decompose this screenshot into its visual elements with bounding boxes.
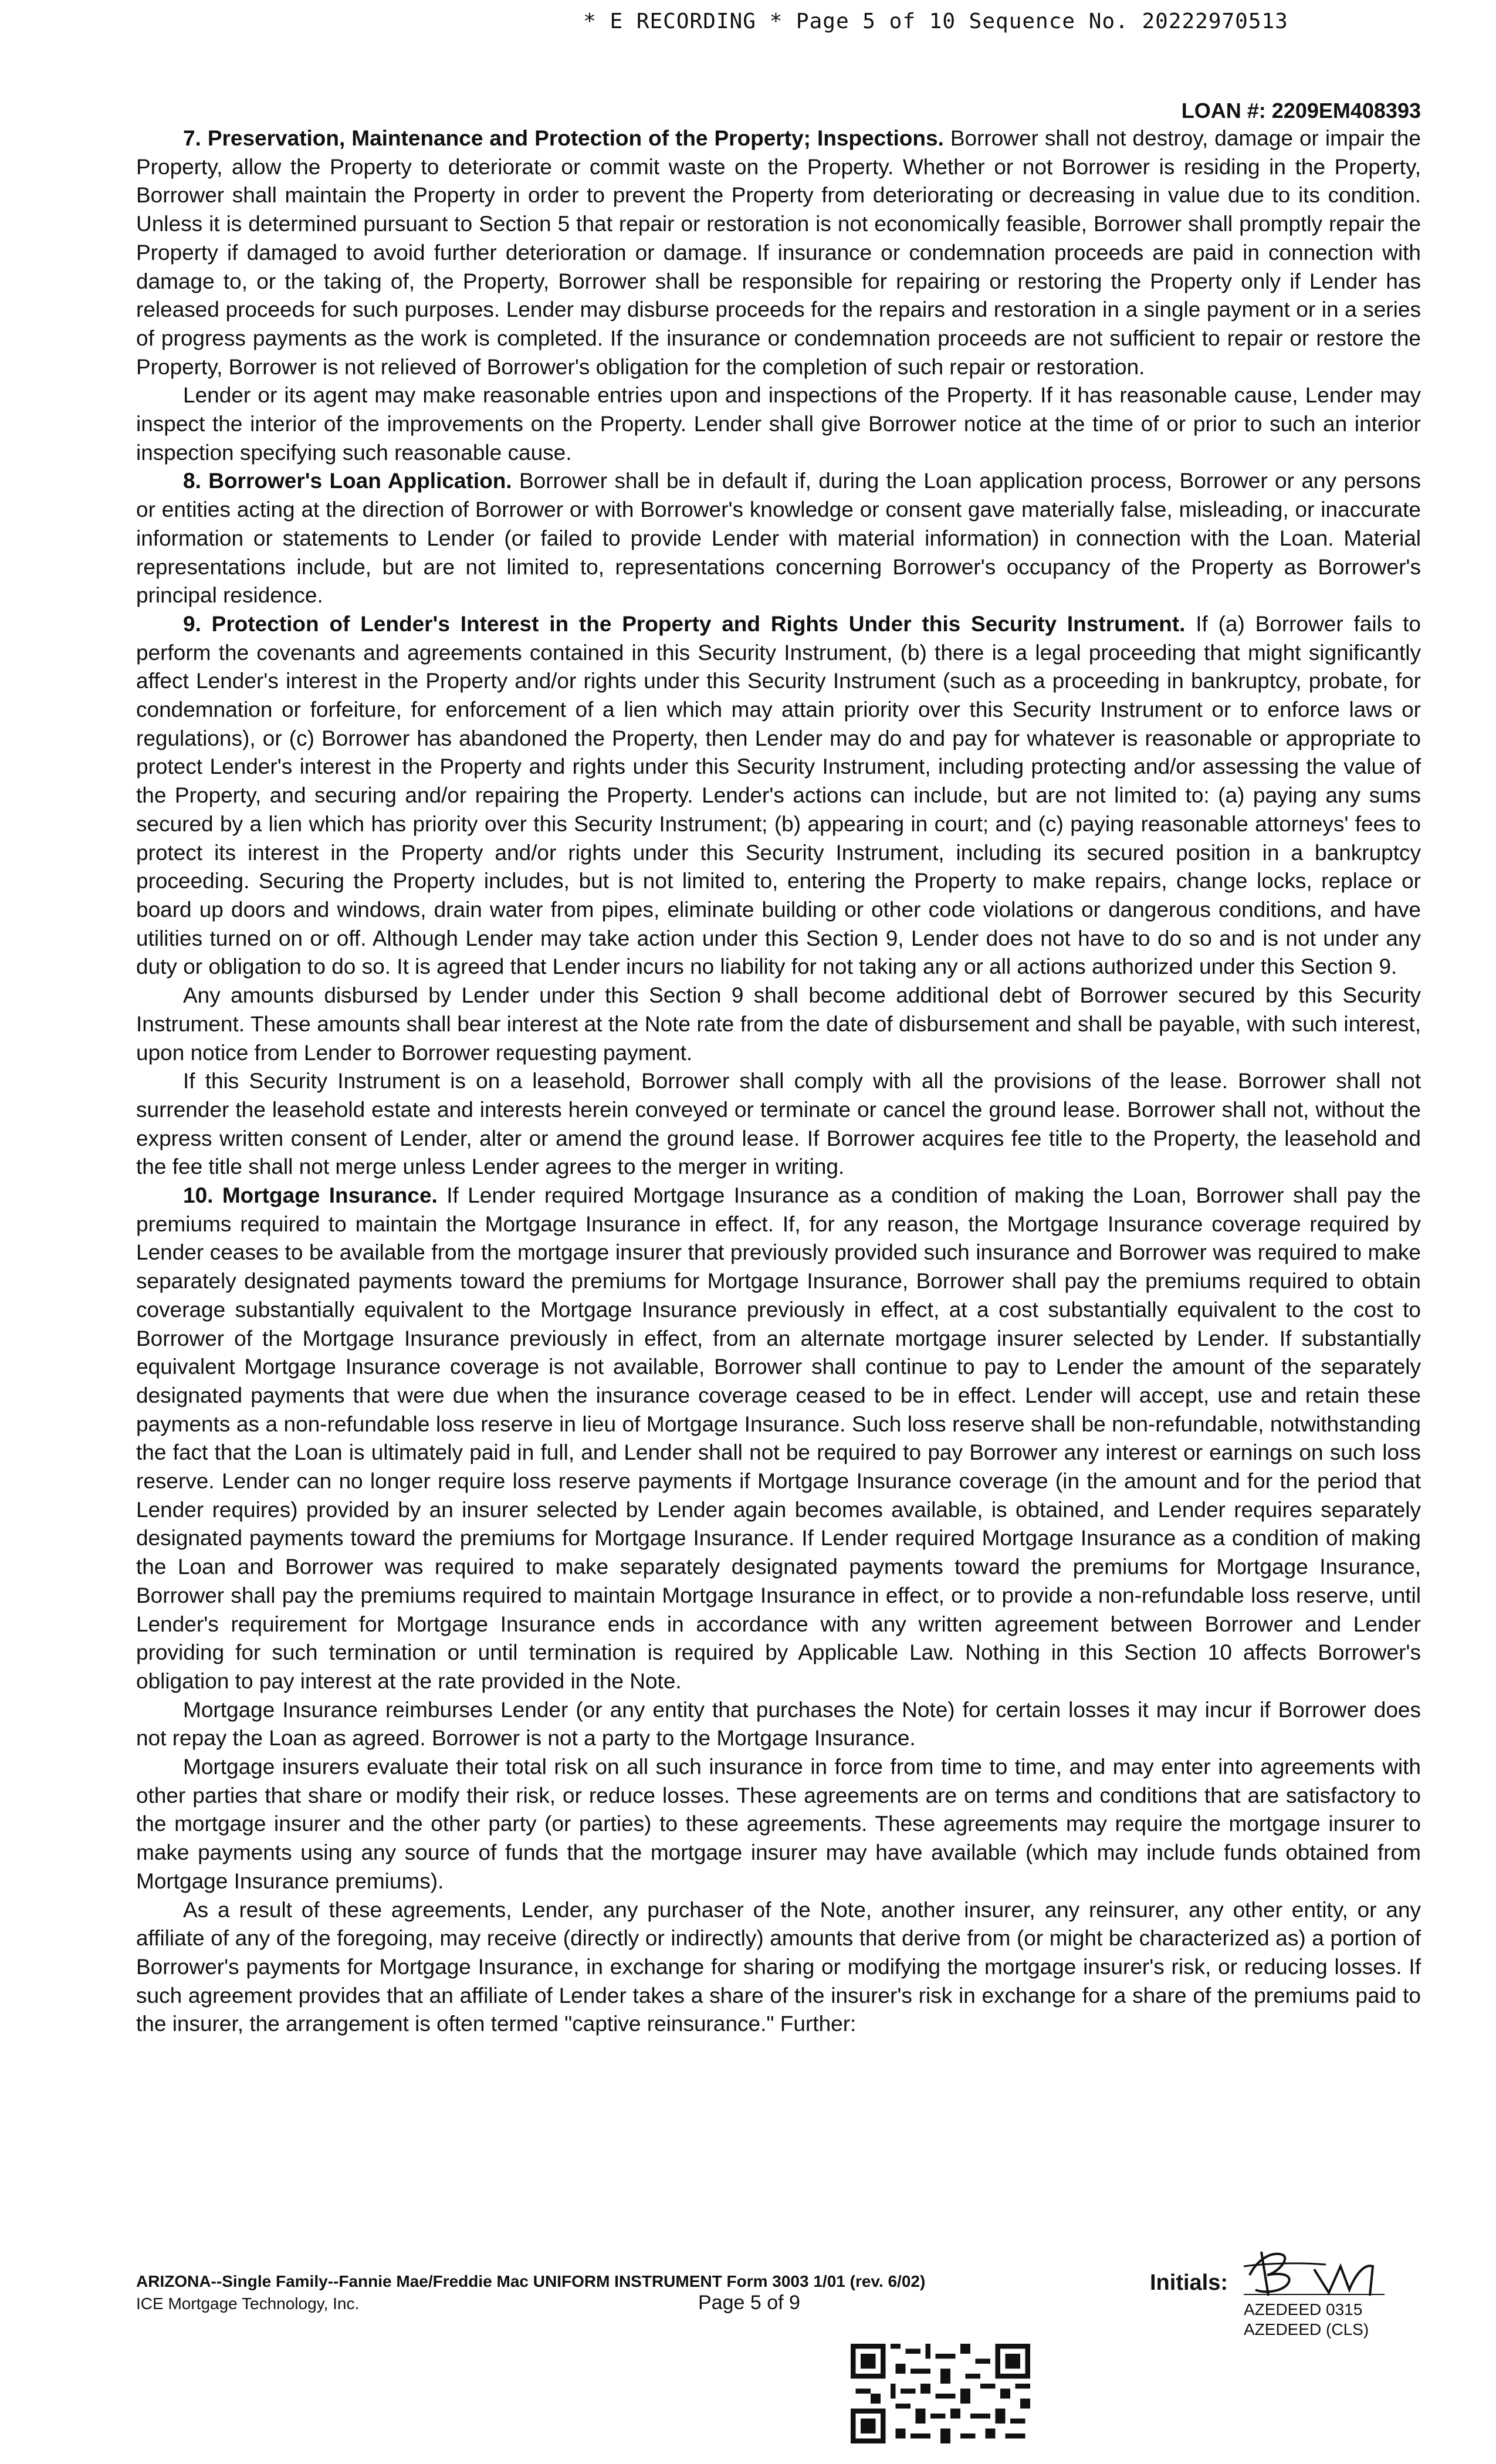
initials-label: Initials: bbox=[1150, 2270, 1228, 2295]
section-7-paragraph-2: Lender or its agent may make reasonable entries upon and inspections of the Property. If it has reasonable cause, Lender may inspect the interior of the improvements on the Property. Lender shall give Borrower notice at the time of or prior to such an interior inspection specifying such reasonable cause. bbox=[136, 383, 1421, 465]
footer-vendor: ICE Mortgage Technology, Inc. bbox=[136, 2294, 360, 2313]
section-7-heading: 7. Preservation, Maintenance and Protection of the Property; Inspections. bbox=[183, 126, 944, 150]
footer-page-number: Page 5 of 9 bbox=[698, 2292, 800, 2314]
form-code bbox=[1244, 2300, 1369, 2340]
section-8-text: Borrower shall be in default if, during the Loan application process, Borrower or any persons or entities acting at the direction of Borrower or with Borrower's knowledge or consent gave materially false, misleading, or inaccurate information or statements to Lender (or failed to provide Lender with material information) in connection with the Loan. Material representations include, but are not limited to, representations concerning Borrower's occupancy of the Property as Borrower's principal residence. bbox=[136, 469, 1421, 608]
document-body bbox=[136, 124, 1421, 2039]
section-10-heading: 10. Mortgage Insurance. bbox=[183, 1183, 438, 1208]
section-10-paragraph bbox=[136, 1182, 1421, 1696]
section-10-text: If Lender required Mortgage Insurance as a condition of making the Loan, Borrower shall pay the premiums required to maintain the Mortgage Insurance in effect. If, for any reason, the Mortgage Insurance coverage required by Lender ceases to be available from the mortgage insurer that previously provided such insurance and Borrower was required to make separately designated payments toward the premiums for Mortgage Insurance, Borrower shall pay the premiums required to obtain coverage substantially equivalent to the Mortgage Insurance previously in effect, at a cost substantially equivalent to the cost to Borrower of the Mortgage Insurance previously in effect, from an alternate mortgage insurer selected by Lender. If substantially equivalent Mortgage Insurance coverage is not available, Borrower shall continue to pay to Lender the amount of the separately designated payments that were due when the insurance coverage ceased to be in effect. Lender will accept, use and retain these payments as a non-refundable loss reserve in lieu of Mortgage Insurance. Such loss reserve shall be non-refundable, notwithstanding the fact that the Loan is ultimately paid in full, and Lender shall not be required to pay Borrower any interest or earnings on such loss reserve. Lender can no longer require loss reserve payments if Mortgage Insurance coverage (in the amount and for the period that Lender requires) provided by an insurer selected by Lender again becomes available, is obtained, and Lender requires separately designated payments toward the premiums for Mortgage Insurance. If Lender required Mortgage Insurance as a condition of making the Loan and Borrower was required to make separately designated payments toward the premiums for Mortgage Insurance, Borrower shall pay the premiums required to maintain Mortgage Insurance in effect, or to provide a non-refundable loss reserve, until Lender's requirement for Mortgage Insurance ends in accordance with any written agreement between Borrower and Lender providing for such termination or until termination is required by Applicable Law. Nothing in this Section 10 affects Borrower's obligation to pay interest at the rate provided in the Note. bbox=[136, 1183, 1421, 1693]
section-7-paragraph bbox=[136, 124, 1421, 381]
section-10-paragraph-3: Mortgage insurers evaluate their total risk on all such insurance in force from time to time, and may enter into agreements with other parties that share or modify their risk, or reduce losses. These agreements are on terms and conditions that are satisfactory to the mortgage insurer and the other party (or parties) to these agreements. These agreements may require the mortgage insurer to make payments using any source of funds that the mortgage insurer may have available (which may include funds obtained from Mortgage Insurance premiums). bbox=[136, 1755, 1421, 1893]
recording-header bbox=[0, 9, 1496, 33]
section-10-paragraph-4: As a result of these agreements, Lender, any purchaser of the Note, another insurer, any reinsurer, any other entity, or any affiliate of any of the foregoing, may receive (directly or indirectly) amounts that derive from (or might be characterized as) a portion of Borrower's payments for Mortgage Insurance, in exchange for sharing or modifying the mortgage insurer's risk, or reducing losses. If such agreement provides that an affiliate of Lender takes a share of the insurer's risk in exchange for a share of the premiums paid to the insurer, the arrangement is often termed "captive reinsurance." Further: bbox=[136, 1897, 1421, 2036]
loan-number: LOAN #: 2209EM408393 bbox=[1181, 99, 1421, 123]
footer-form-info bbox=[136, 2270, 925, 2315]
section-9-heading: 9. Protection of Lender's Interest in the Property and Rights Under this Security Instrument. bbox=[183, 611, 1186, 636]
recording-header-text: * E RECORDING * Page 5 of 10 Sequence No. 20222970513 bbox=[583, 9, 1288, 33]
barcode-qr bbox=[851, 2344, 1030, 2443]
form-code-1: AZEDEED 0315 bbox=[1244, 2300, 1363, 2319]
section-10-paragraph-2: Mortgage Insurance reimburses Lender (or any entity that purchases the Note) for certain losses it may incur if Borrower does not repay the Loan as agreed. Borrower is not a party to the Mortgage Insurance. bbox=[136, 1697, 1421, 1751]
initials-line bbox=[1244, 2294, 1385, 2295]
initials-block bbox=[1150, 2253, 1414, 2353]
section-8-paragraph bbox=[136, 467, 1421, 610]
footer-form-line: ARIZONA--Single Family--Fannie Mae/Freddie Mac UNIFORM INSTRUMENT Form 3003 1/01 (rev. 6/02) bbox=[136, 2272, 926, 2290]
section-9-paragraph-2: Any amounts disbursed by Lender under this Section 9 shall become additional debt of Borrower secured by this Security Instrument. These amounts shall bear interest at the Note rate from the date of disbursement and shall be payable, with such interest, upon notice from Lender to Borrower requesting payment. bbox=[136, 983, 1421, 1065]
section-9-paragraph bbox=[136, 610, 1421, 981]
section-9-text: If (a) Borrower fails to perform the covenants and agreements contained in this Security Instrument, (b) there is a legal proceeding that might significantly affect Lender's interest in the Property and/or rights under this Security Instrument (such as a proceeding in bankruptcy, probate, for condemnation or forfeiture, for enforcement of a lien which may attain priority over this Security Instrument or to enforce laws or regulations), or (c) Borrower has abandoned the Property, then Lender may do and pay for whatever is reasonable or appropriate to protect Lender's interest in the Property and rights under this Security Instrument, including protecting and/or assessing the value of the Property, and securing and/or repairing the Property. Lender's actions can include, but are not limited to: (a) paying any sums secured by a lien which has priority over this Security Instrument; (b) appearing in court; and (c) paying reasonable attorneys' fees to protect its interest in the Property and/or rights under this Security Instrument, including its secured position in a bankruptcy proceeding. Securing the Property includes, but is not limited to, entering the Property to make repairs, change locks, replace or board up doors and windows, drain water from pipes, eliminate building or other code violations or dangerous conditions, and have utilities turned on or off. Although Lender may take action under this Section 9, Lender does not have to do so and is not under any duty or obligation to do so. It is agreed that Lender incurs no liability for not taking any or all actions authorized under this Section 9. bbox=[136, 611, 1421, 979]
section-7-text: Borrower shall not destroy, damage or impair the Property, allow the Property to deteriorate or commit waste on the Property. Whether or not Borrower is residing in the Property, Borrower shall maintain the Property in order to prevent the Property from deteriorating or decreasing in value due to its condition. Unless it is determined pursuant to Section 5 that repair or restoration is not economically feasible, Borrower shall promptly repair the Property if damaged to avoid further deterioration or damage. If insurance or condemnation proceeds are paid in connection with damage to, or the taking of, the Property, Borrower shall be responsible for repairing or restoring the Property only if Lender has released proceeds for such purposes. Lender may disburse proceeds for the repairs and restoration in a single payment or in a series of progress payments as the work is completed. If the insurance or condemnation proceeds are not sufficient to repair or restore the Property, Borrower is not relieved of Borrower's obligation for the completion of such repair or restoration. bbox=[136, 126, 1421, 379]
section-9-paragraph-3: If this Security Instrument is on a leasehold, Borrower shall comply with all the provisions of the lease. Borrower shall not surrender the leasehold estate and interests herein conveyed or terminate or cancel the ground lease. Borrower shall not, without the express written consent of Lender, alter or amend the ground lease. If Borrower acquires fee title to the Property, the leasehold and the fee title shall not merge unless Lender agrees to the merger in writing. bbox=[136, 1069, 1421, 1179]
section-8-heading: 8. Borrower's Loan Application. bbox=[183, 469, 512, 493]
form-code-2: AZEDEED (CLS) bbox=[1244, 2320, 1369, 2338]
